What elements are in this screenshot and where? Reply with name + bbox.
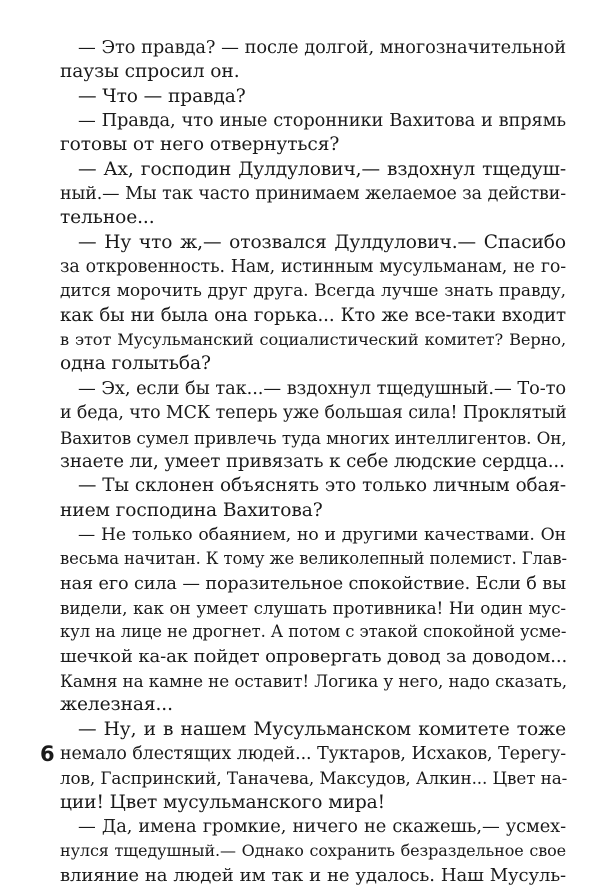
- text-line: кул на лице не дрогнет. А потом с этакой спокойной усме-: [60, 622, 567, 642]
- text-line: ная его сила — поразительное спокойствие. Если б вы: [60, 573, 566, 594]
- text-line: ции! Цвет мусульманского мира!: [60, 791, 386, 813]
- text-line: — Эх, если бы так...— вздохнул тщедушный.— То-то: [78, 377, 566, 399]
- page-number: 6: [40, 742, 55, 766]
- text-line: видели, как он умеет слушать противника! Ни один мус-: [60, 597, 566, 618]
- text-line: за откровенность. Нам, истинным мусульманам, не го-: [60, 257, 566, 278]
- text-line: в этот Мусульманский социалистический комитет? Верно,: [60, 330, 566, 350]
- text-line: готовы от него отвернуться?: [60, 134, 340, 156]
- text-line: — Ах, господин Дулдулович,— вздохнул тщедуш-: [78, 158, 566, 180]
- text-line: нулся тщедушный.— Однако сохранить безраздельное свое: [60, 841, 566, 861]
- text-line: и беда, что МСК теперь уже большая сила! Проклятый: [60, 403, 567, 424]
- text-line: — Правда, что иные сторонники Вахитова и впрямь: [78, 110, 566, 132]
- text-line: нием господина Вахитова?: [60, 499, 323, 521]
- text-line: Вахитов сумел привлечь туда многих интеллигентов. Он,: [60, 427, 567, 448]
- text-line: весьма начитан. К тому же великолепный полемист. Глав-: [60, 549, 567, 569]
- text-line: — Ну что ж,— отозвался Дулдулович.— Спасибо: [78, 231, 566, 253]
- text-line: Камня на камне не оставит! Логика у него, надо сказать,: [60, 670, 567, 691]
- text-line: железная...: [60, 694, 173, 716]
- text-line: — Это правда? — после долгой, многозначительной: [78, 37, 566, 58]
- text-line: ный.— Мы так часто принимаем желаемое за действи-: [60, 184, 566, 205]
- text-line: лов, Гаспринский, Таначева, Максудов, Алкин... Цвет на-: [60, 768, 568, 789]
- text-line: — Да, имена громкие, ничего не скажешь,— усмех-: [78, 816, 566, 837]
- text-line: немало блестящих людей... Туктаров, Исхаков, Терегу-: [60, 743, 566, 764]
- text-line: знаете ли, умеет привязать к себе людские сердца...: [60, 450, 565, 472]
- text-line: тельное...: [60, 207, 155, 229]
- text-line: дится морочить друг друга. Всегда лучше знать правду,: [60, 281, 566, 302]
- text-line: одна голытьба?: [60, 353, 211, 375]
- text-line: — Что — правда?: [78, 85, 246, 107]
- text-line: шечкой ка-ак пойдет опровергать довод за доводом...: [60, 645, 568, 667]
- page-text: [60, 36, 566, 888]
- text-line: — Не только обаянием, но и другими качествами. Он: [78, 524, 566, 545]
- text-line: паузы спросил он.: [60, 61, 240, 83]
- text-line: как бы ни была она горька... Кто же все-таки входит: [60, 304, 566, 326]
- text-line: — Ты склонен объяснять это только личным обая-: [78, 475, 566, 497]
- text-line: — Ну, и в нашем Мусульманском комитете тоже: [78, 718, 566, 740]
- text-line: влияние на людей им так и не удалось. Наш Мусуль-: [60, 864, 566, 886]
